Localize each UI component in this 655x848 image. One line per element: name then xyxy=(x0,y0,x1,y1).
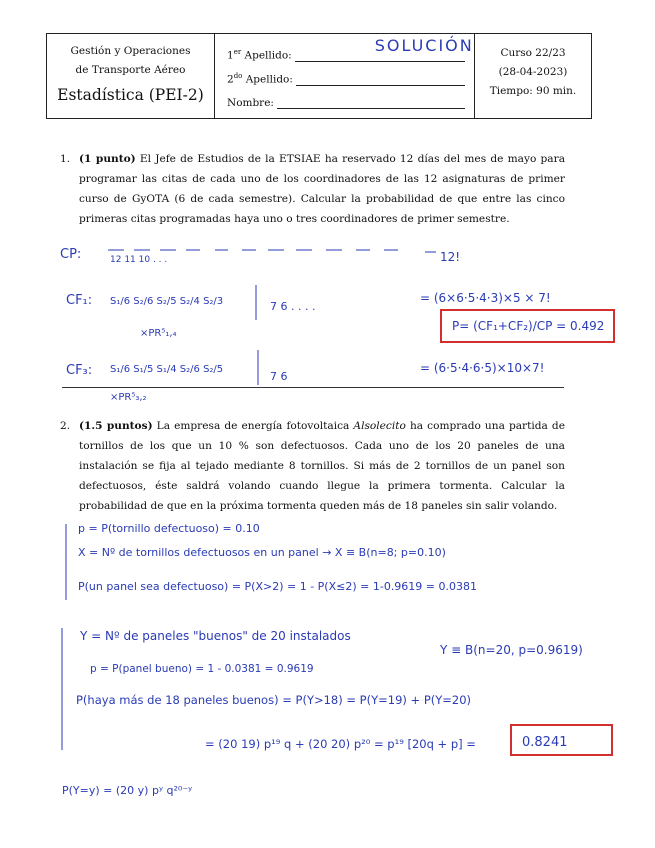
cf3-permutation: ×PR⁵₃,₂ xyxy=(110,392,147,403)
cf1-fractions: S₁/6 S₂/6 S₂/5 S₂/4 S₂/3 xyxy=(110,296,224,307)
problem-2-points: (1.5 puntos) xyxy=(79,420,153,432)
cf3-fractions: S₁/6 S₁/5 S₁/4 S₂/6 S₂/5 xyxy=(110,364,224,375)
solution-2-line5: p = P(panel bueno) = 1 - 0.0381 = 0.9619 xyxy=(90,663,314,675)
problem-1-number: 1. xyxy=(60,153,71,165)
exam-date: (28-04-2023) xyxy=(498,66,568,78)
cp-label: CP: xyxy=(60,247,82,262)
solution-2-line1: p = P(tornillo defectuoso) = 0.10 xyxy=(78,522,260,535)
apellido1-value: SOLUCIÓN xyxy=(374,35,474,55)
cp-slots: 12 11 10 . . . xyxy=(110,255,168,265)
cp-total: 12! xyxy=(440,250,461,264)
cf1-label: CF₁: xyxy=(66,293,93,308)
cf1-rest: 7 6 . . . . xyxy=(270,300,316,313)
solution-2-line7: = (20 19) p¹⁹ q + (20 20) p²⁰ = p¹⁹ [20q + p] = xyxy=(205,737,476,751)
problem-1-text: El Jefe de Estudios de la ETSIAE ha reservado 12 días del mes de mayo para programar las citas de cada uno de los coordinadores de las 12 asignaturas de primer curso de GyOTA (6 de cada semestre). Calcular la probabilidad de que entre las cinco primeras citas programadas haya uno o tres coordinadores de primer semestre. xyxy=(79,153,566,225)
exam-name: Estadística (PEI-2) xyxy=(57,86,204,104)
cf3-value: = (6·5·4·6·5)×10×7! xyxy=(420,361,545,375)
problem-2-company: Alsolecito xyxy=(353,420,406,432)
cf3-rest: 7 6 xyxy=(270,370,288,383)
solution-2-answer: 0.8241 xyxy=(522,735,568,750)
subject-line2: de Transporte Aéreo xyxy=(75,64,186,76)
apellido2-label: $2^{do}$ Apellido: xyxy=(227,72,293,86)
problem-2-text-a: La empresa de energía fotovoltaica xyxy=(152,420,354,432)
course-year: Curso 22/23 xyxy=(500,47,566,59)
solution-2-line3: P(un panel sea defectuoso) = P(X>2) = 1 - P(X≤2) = 1-0.9619 = 0.0381 xyxy=(78,580,478,593)
apellido1-label: 1er Apellido: xyxy=(227,48,292,62)
solution-1-answer: P= (CF₁+CF₂)/CP = 0.492 xyxy=(452,319,605,333)
problem-1-points: (1 punto) xyxy=(79,153,136,165)
solution-2-line2: X = Nº de tornillos defectuosos en un panel → X ≡ B(n=8; p=0.10) xyxy=(78,546,446,559)
solution-2-line4b: Y ≡ B(n=20, p=0.9619) xyxy=(440,643,583,657)
cf1-value: = (6×6·5·4·3)×5 × 7! xyxy=(420,291,551,305)
cf1-permutation: ×PR⁵₁,₄ xyxy=(140,328,177,339)
nombre-label: Nombre: xyxy=(227,97,274,109)
problem-2-text-b: ha comprado una partida de tornillos de los que un 10 % son defectuosos. Cada uno de los 20 paneles de una instalación se fija al tejado mediante 8 tornillos. Si más de 2 tornillos de un panel son defectuosos, éste saldrá volando cuando llegue la primera tormenta. Calcular la probabilidad de que en la próxima tormenta queden más de 18 paneles sin salir volando. xyxy=(79,420,565,512)
cf3-label: CF₃: xyxy=(66,363,93,378)
answer-2-box xyxy=(510,724,613,756)
problem-2-number: 2. xyxy=(60,420,71,432)
exam-time: Tiempo: 90 min. xyxy=(489,85,577,97)
solution-2-line4: Y = Nº de paneles "buenos" de 20 instalados xyxy=(80,629,351,643)
subject-line1: Gestión y Operaciones xyxy=(70,45,191,57)
solution-2-line8: P(Y=y) = (20 y) pʸ q²⁰⁻ʸ xyxy=(62,784,193,797)
solution-2-line6: P(haya más de 18 paneles buenos) = P(Y>18) = P(Y=19) + P(Y=20) xyxy=(76,693,472,707)
